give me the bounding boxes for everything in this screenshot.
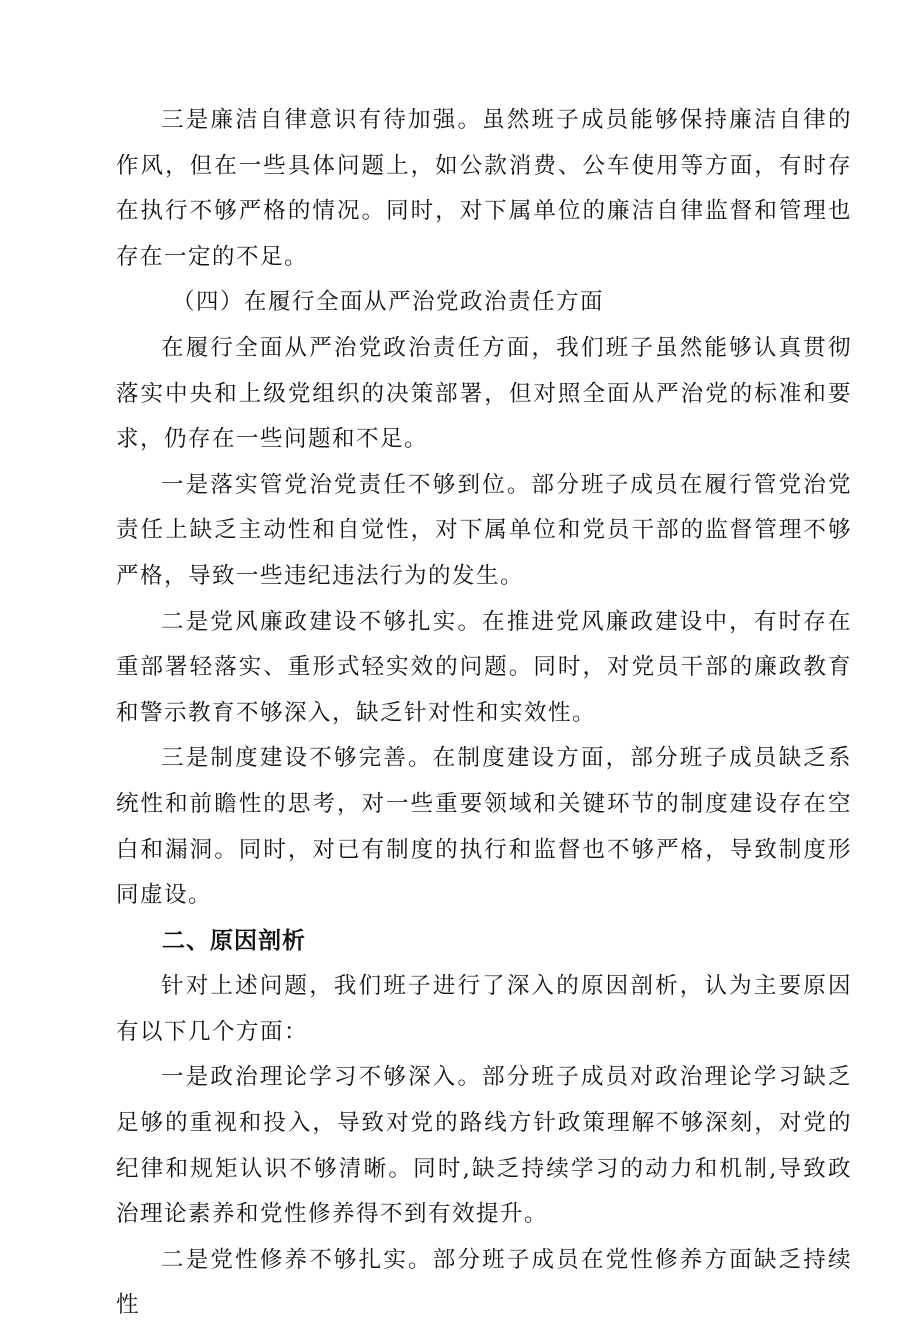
paragraph-clean-governance: 二是党风廉政建设不够扎实。在推进党风廉政建设中，有时存在重部署轻落实、重形式轻实效的问题。同时，对党员干部的廉政教育和警示教育不够深入，缺乏针对性和实效性。: [116, 608, 852, 726]
paragraph-system-building: 三是制度建设不够完善。在制度建设方面，部分班子成员缺乏系统性和前瞻性的思考，对一些重要领域和关键环节的制度建设存在空白和漏洞。同时，对已有制度的执行和监督也不够严格，导致制度形同虚设。: [116, 745, 852, 909]
subheading-party-governance-responsibility: （四）在履行全面从严治党政治责任方面: [172, 289, 605, 316]
paragraph-cause-intro: 针对上述问题，我们班子进行了深入的原因剖析，认为主要原因有以下几个方面：: [116, 973, 852, 1045]
paragraph-responsibility-implementation: 一是落实管党治党责任不够到位。部分班子成员在履行管党治党责任上缺乏主动性和自觉性，对下属单位和党员干部的监督管理不够严格，导致一些违纪违法行为的发生。: [116, 471, 852, 589]
document-body: [116, 98, 852, 1329]
section-heading-cause-analysis: 二、原因剖析: [162, 927, 306, 954]
paragraph-theory-study: 一是政治理论学习不够深入。部分班子成员对政治理论学习缺乏足够的重视和投入，导致对党的路线方针政策理解不够深刻，对党的纪律和规矩认识不够清晰。同时,缺乏持续学习的动力和机制,导致政治理论素养和党性修养得不到有效提升。: [116, 1064, 852, 1228]
paragraph-integrity-self-discipline: 三是廉洁自律意识有待加强。虽然班子成员能够保持廉洁自律的作风，但在一些具体问题上，如公款消费、公车使用等方面，有时存在执行不够严格的情况。同时，对下属单位的廉洁自律监督和管理也存在一定的不足。: [116, 107, 852, 270]
paragraph-party-spirit: 二是党性修养不够扎实。部分班子成员在党性修养方面缺乏持续性: [116, 1246, 852, 1319]
paragraph-governance-overview: 在履行全面从严治党政治责任方面，我们班子虽然能够认真贯彻落实中央和上级党组织的决策部署，但对照全面从严治党的标准和要求，仍存在一些问题和不足。: [116, 334, 852, 453]
